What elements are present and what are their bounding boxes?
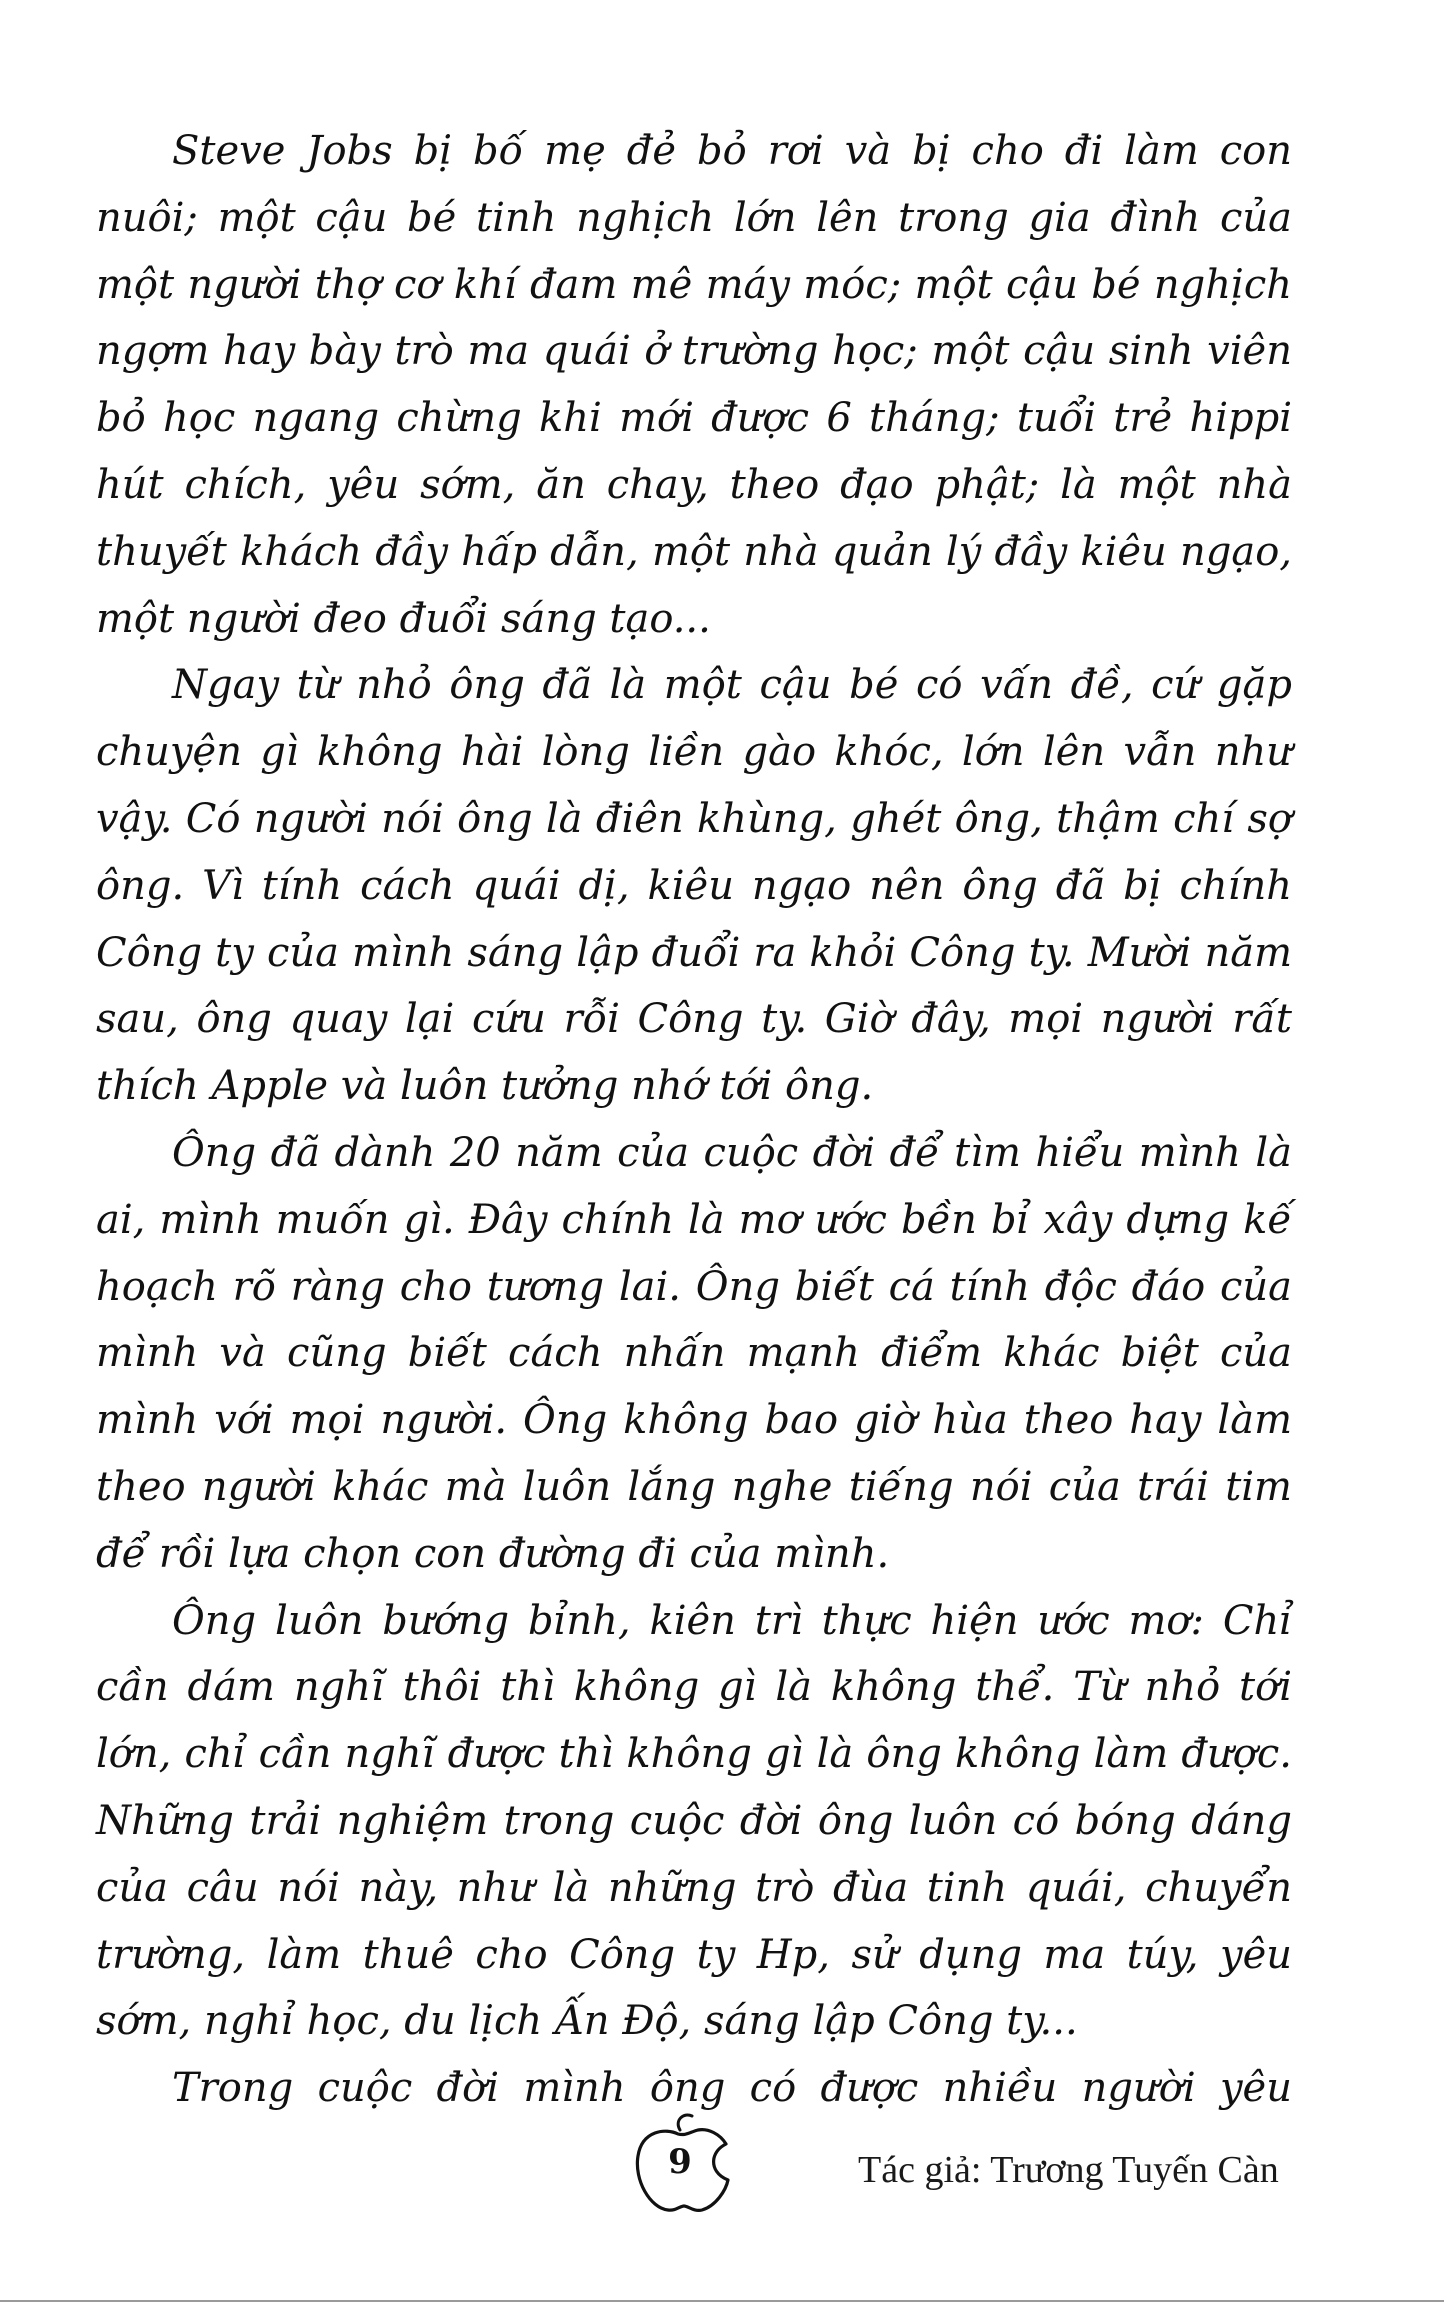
paragraph-3: Ông đã dành 20 năm của cuộc đời để tìm hiểu mình là ai, mình muốn gì. Đây chính là mơ ước bền bỉ xây dựng kế hoạch rõ ràng cho tương lai. Ông biết cá tính độc đáo của mình và cũng biết cách nhấn mạnh điểm khác biệt của mình với mọi người. Ông không bao giờ hùa theo hay làm theo người khác mà luôn lắng nghe tiếng nói của trái tim để rồi lựa chọn con đường đi của mình. (96, 1129, 1292, 1577)
author-credit: Tác giả: Trương Tuyến Càn (858, 2149, 1279, 2191)
paragraph-1: Steve Jobs bị bố mẹ đẻ bỏ rơi và bị cho đi làm con nuôi; một cậu bé tinh nghịch lớn lên trong gia đình của một người thợ cơ khí đam mê máy móc; một cậu bé nghịch ngợm hay bày trò ma quái ở trường học; một cậu sinh viên bỏ học ngang chừng khi mới được 6 tháng; tuổi trẻ hippi hút chích, yêu sớm, ăn chay, theo đạo phật; là một nhà thuyết khách đầy hấp dẫn, một nhà quản lý đầy kiêu ngạo, một người đeo đuổi sáng tạo... (96, 128, 1292, 642)
page-number-badge (628, 2110, 738, 2220)
page-number: 9 (668, 2142, 692, 2182)
page-footer (0, 2110, 1444, 2220)
paragraph-4: Ông luôn bướng bỉnh, kiên trì thực hiện ước mơ: Chỉ cần dám nghĩ thôi thì không gì là không thể. Từ nhỏ tới lớn, chỉ cần nghĩ được thì không gì là ông không làm được. Những trải nghiệm trong cuộc đời ông luôn có bóng dáng của câu nói này, như là những trò đùa tinh quái, chuyển trường, làm thuê cho Công ty Hp, sử dụng ma túy, yêu sớm, nghỉ học, du lịch Ấn Độ, sáng lập Công ty... (96, 1597, 1292, 2045)
bottom-edge-rule (0, 2300, 1444, 2302)
paragraph-5: Trong cuộc đời mình ông có được nhiều người yêu (172, 2065, 1292, 2112)
paragraph-2: Ngay từ nhỏ ông đã là một cậu bé có vấn đề, cứ gặp chuyện gì không hài lòng liền gào khóc, lớn lên vẫn như vậy. Có người nói ông là điên khùng, ghét ông, thậm chí sợ ông. Vì tính cách quái dị, kiêu ngạo nên ông đã bị chính Công ty của mình sáng lập đuổi ra khỏi Công ty. Mười năm sau, ông quay lại cứu rỗi Công ty. Giờ đây, mọi người rất thích Apple và luôn tưởng nhớ tới ông. (96, 662, 1292, 1110)
body-text (96, 118, 1292, 2122)
